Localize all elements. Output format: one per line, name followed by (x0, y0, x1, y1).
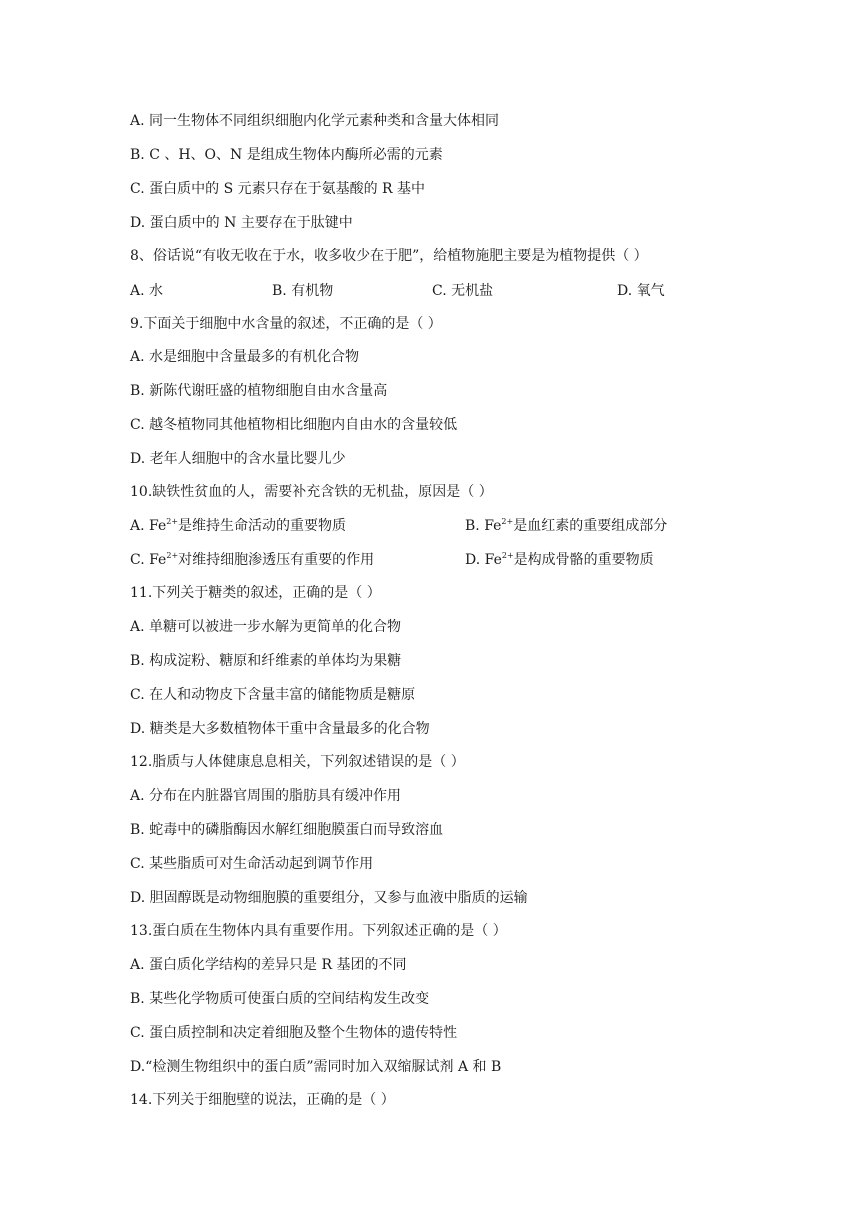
q13-stem: 13.蛋白质在生物体内具有重要作用。下列叙述正确的是（ ） (130, 923, 507, 939)
q11-stem: 11.下列关于糖类的叙述，正确的是（ ） (130, 585, 381, 601)
q12-option-a: A. 分布在内脏器官周围的脂肪具有缓冲作用 (130, 788, 402, 804)
q13-option-a: A. 蛋白质化学结构的差异只是 R 基团的不同 (130, 957, 407, 973)
q13-option-d: D.“检测生物组织中的蛋白质”需同时加入双缩脲试剂 A 和 B (130, 1059, 502, 1075)
q8-option-a: A. 水 (130, 283, 164, 299)
q13-option-c: C. 蛋白质控制和决定着细胞及整个生物体的遗传特性 (130, 1025, 458, 1041)
q10-option-c-text: 对维持细胞渗透压有重要的作用 (178, 552, 375, 568)
q9-option-d: D. 老年人细胞中的含水量比婴儿少 (130, 451, 346, 467)
q10-option-b (465, 516, 667, 536)
q8-option-b: B. 有机物 (272, 283, 334, 299)
q8-stem: 8、俗话说“有收无收在于水，收多收少在于肥”，给植物施肥主要是为植物提供（ ） (130, 248, 648, 264)
q10-option-d-prefix: D. Fe (465, 552, 502, 568)
q9-option-c: C. 越冬植物同其他植物相比细胞内自由水的含量较低 (130, 417, 458, 433)
q10-option-c-prefix: C. Fe (130, 552, 167, 568)
q10-option-d (465, 550, 654, 570)
q10-option-a (130, 516, 346, 536)
q11-option-c: C. 在人和动物皮下含量丰富的储能物质是糖原 (130, 687, 416, 703)
q10-option-c (130, 550, 374, 570)
q7-option-a: A. 同一生物体不同组织细胞内化学元素种类和含量大体相同 (130, 113, 500, 129)
q10-option-c-charge: 2+ (166, 551, 179, 560)
q7-option-d: D. 蛋白质中的 N 主要存在于肽键中 (130, 215, 353, 231)
q8-option-c: C. 无机盐 (432, 283, 494, 299)
q12-option-c: C. 某些脂质可对生命活动起到调节作用 (130, 856, 374, 872)
q11-option-a: A. 单糖可以被进一步水解为更简单的化合物 (130, 619, 402, 635)
q10-option-d-text: 是构成骨骼的重要物质 (513, 552, 654, 568)
q12-option-d: D. 胆固醇既是动物细胞膜的重要组分，又参与血液中脂质的运输 (130, 890, 528, 906)
q9-option-b: B. 新陈代谢旺盛的植物细胞自由水含量高 (130, 383, 388, 399)
q7-option-b: B. C 、H、O、N 是组成生物体内酶所必需的元素 (130, 147, 443, 163)
q7-option-c: C. 蛋白质中的 S 元素只存在于氨基酸的 R 基中 (130, 181, 426, 197)
q10-option-d-charge: 2+ (501, 551, 514, 560)
q10-option-b-charge: 2+ (501, 517, 514, 526)
q10-stem: 10.缺铁性贫血的人，需要补充含铁的无机盐，原因是（ ） (130, 484, 493, 500)
q12-stem: 12.脂质与人体健康息息相关，下列叙述错误的是（ ） (130, 754, 465, 770)
q10-option-a-prefix: A. Fe (130, 518, 167, 534)
q10-option-b-prefix: B. Fe (465, 518, 502, 534)
q10-option-a-text: 是维持生命活动的重要物质 (178, 518, 347, 534)
q12-option-b: B. 蛇毒中的磷脂酶因水解红细胞膜蛋白而导致溶血 (130, 822, 444, 838)
q11-option-d: D. 糖类是大多数植物体干重中含量最多的化合物 (130, 721, 430, 737)
q10-option-a-charge: 2+ (166, 517, 179, 526)
q10-option-b-text: 是血红素的重要组成部分 (513, 518, 668, 534)
q14-stem: 14.下列关于细胞壁的说法，正确的是（ ） (130, 1092, 395, 1108)
q13-option-b: B. 某些化学物质可使蛋白质的空间结构发生改变 (130, 991, 430, 1007)
q9-option-a: A. 水是细胞中含量最多的有机化合物 (130, 349, 360, 365)
q8-option-d: D. 氧气 (617, 283, 665, 299)
q9-stem: 9.下面关于细胞中水含量的叙述，不正确的是（ ） (130, 316, 442, 332)
q11-option-b: B. 构成淀粉、糖原和纤维素的单体均为果糖 (130, 653, 402, 669)
